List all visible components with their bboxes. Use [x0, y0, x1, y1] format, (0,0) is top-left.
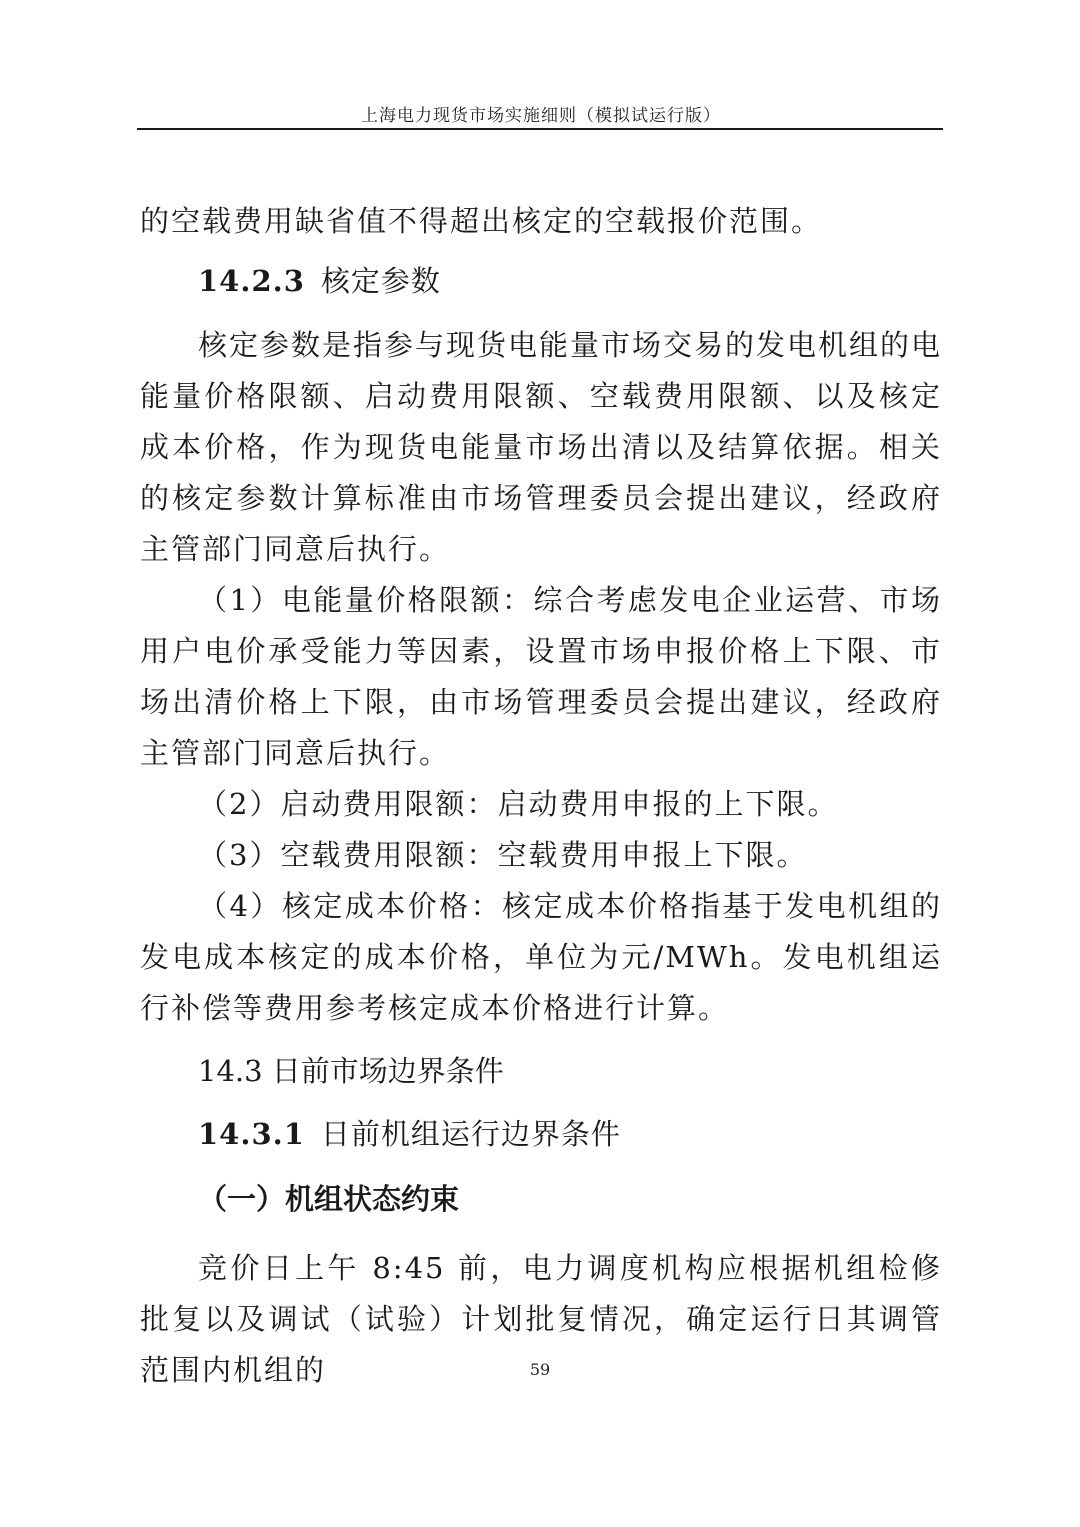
section-title: 日前机组运行边界条件	[320, 1117, 621, 1151]
header-rule	[137, 128, 943, 130]
section-heading-14-2-3	[140, 256, 942, 307]
list-item-4: （4）核定成本价格：核定成本价格指基于发电机组的发电成本核定的成本价格，单位为元/MWh。发电机组运行补偿等费用参考核定成本价格进行计算。	[140, 889, 942, 1025]
paragraph-continuation: 的空载费用缺省值不得超出核定的空载报价范围。	[140, 204, 823, 238]
section-heading-14-3: 14.3 日前市场边界条件	[198, 1054, 504, 1088]
section-heading-14-3-1	[140, 1109, 942, 1160]
list-item-3: （3）空载费用限额：空载费用申报上下限。	[198, 838, 808, 872]
subsection-heading: （一）机组状态约束	[198, 1182, 460, 1216]
section-number: 14.3.1	[198, 1117, 305, 1151]
list-item-2: （2）启动费用限额：启动费用申报的上下限。	[198, 787, 839, 821]
paragraph-last: 竞价日上午 8:45 前，电力调度机构应根据机组检修批复以及调试（试验）计划批复情况，确定运行日其调管范围内机组的	[140, 1251, 942, 1387]
section-number: 14.2.3	[198, 264, 305, 298]
paragraph-definition: 核定参数是指参与现货电能量市场交易的发电机组的电能量价格限额、启动费用限额、空载费用限额、以及核定成本价格，作为现货电能量市场出清以及结算依据。相关的核定参数计算标准由市场管理委员会提出建议，经政府主管部门同意后执行。	[140, 328, 943, 566]
page-body	[140, 196, 942, 1396]
page-number: 59	[529, 1360, 551, 1379]
running-header: 上海电力现货市场实施细则（模拟试运行版）	[361, 106, 721, 126]
list-item-1: （1）电能量价格限额：综合考虑发电企业运营、市场用户电价承受能力等因素，设置市场申报价格上下限、市场出清价格上下限，由市场管理委员会提出建议，经政府主管部门同意后执行。	[140, 583, 942, 770]
section-title: 核定参数	[320, 264, 441, 298]
